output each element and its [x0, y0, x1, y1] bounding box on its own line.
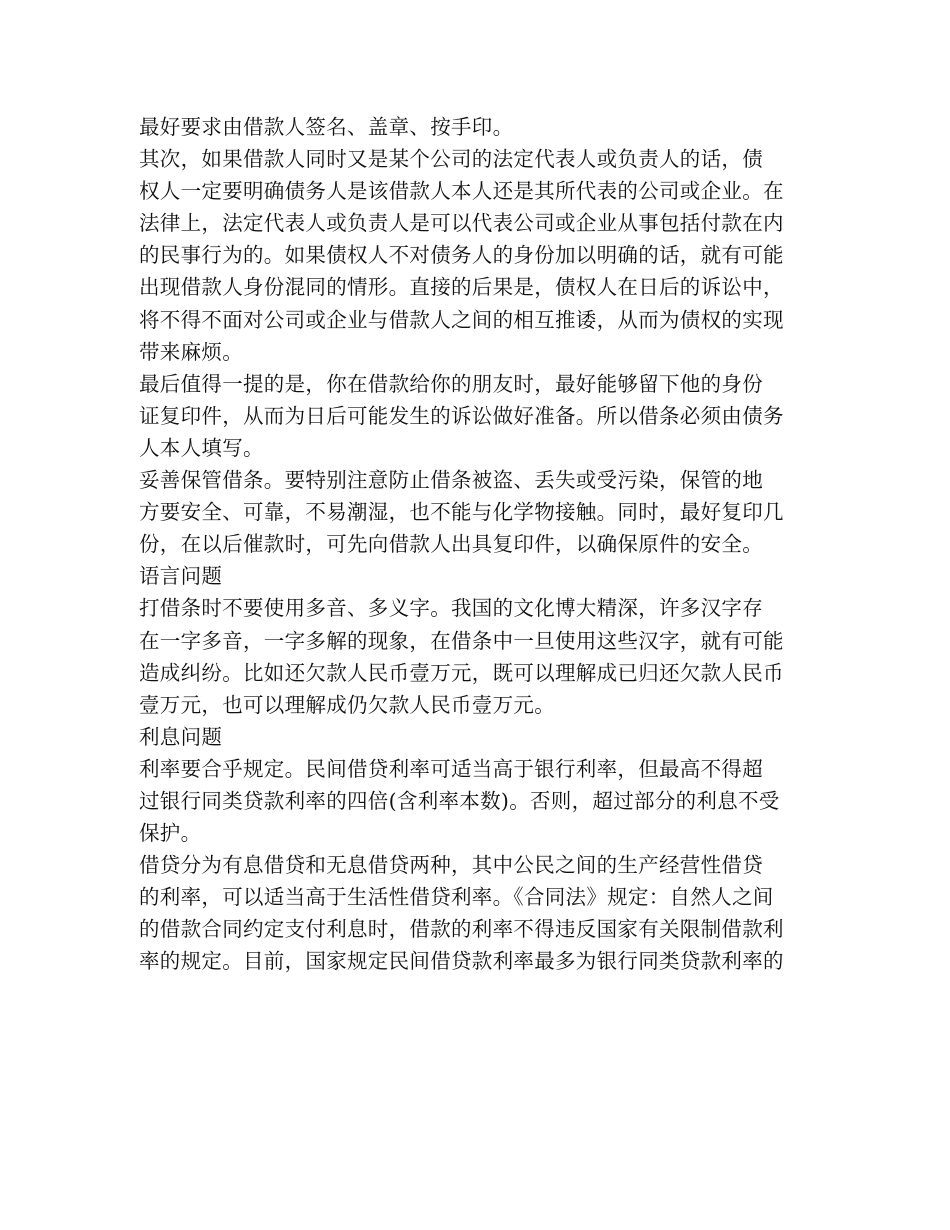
text-line: 方要安全、可靠，不易潮湿，也不能与化学物接触。同时，最好复印几 — [139, 500, 784, 525]
text-line: 权人一定要明确债务人是该借款人本人还是其所代表的公司或企业。在 — [139, 179, 784, 204]
text-line: 将不得不面对公司或企业与借款人之间的相互推诿，从而为债权的实现 — [139, 307, 784, 332]
text-line: 份，在以后催款时，可先向借款人出具复印件，以确保原件的安全。 — [139, 532, 763, 557]
text-line: 出现借款人身份混同的情形。直接的后果是，债权人在日后的诉讼中， — [139, 275, 784, 300]
text-line: 带来麻烦。 — [139, 339, 243, 364]
text-line: 人本人填写。 — [139, 435, 264, 460]
text-line: 最后值得一提的是，你在借款给你的朋友时，最好能够留下他的身份 — [139, 371, 763, 396]
text-line: 造成纠纷。比如还欠款人民币壹万元，既可以理解成已归还欠款人民币 — [139, 660, 784, 685]
section-heading: 语言问题 — [139, 564, 223, 589]
text-line: 过银行同类贷款利率的四倍(含利率本数)。否则，超过部分的利息不受 — [139, 788, 780, 813]
text-line: 其次，如果借款人同时又是某个公司的法定代表人或负责人的话，债 — [139, 147, 763, 172]
text-line: 最好要求由借款人签名、盖章、按手印。 — [139, 115, 514, 139]
text-line: 妥善保管借条。要特别注意防止借条被盗、丢失或受污染，保管的地 — [139, 468, 763, 493]
text-line: 证复印件，从而为日后可能发生的诉讼做好准备。所以借条必须由债务 — [139, 403, 784, 428]
text-line: 的借款合同约定支付利息时，借款的利率不得违反国家有关限制借款利 — [139, 917, 784, 942]
text-line: 打借条时不要使用多音、多义字。我国的文化博大精深，许多汉字存 — [139, 596, 763, 621]
text-line: 的利率，可以适当高于生活性借贷利率。《合同法》规定：自然人之间 — [139, 885, 774, 910]
text-line: 率的规定。目前，国家规定民间借贷款利率最多为银行同类贷款利率的 — [139, 949, 784, 974]
text-line: 利率要合乎规定。民间借贷利率可适当高于银行利率，但最高不得超 — [139, 756, 763, 781]
section-heading: 利息问题 — [139, 724, 223, 749]
text-line: 保护。 — [139, 821, 202, 846]
text-line: 壹万元，也可以理解成仍欠款人民币壹万元。 — [139, 692, 555, 717]
text-line: 法律上，法定代表人或负责人是可以代表公司或企业从事包括付款在内 — [139, 211, 784, 236]
text-line: 借贷分为有息借贷和无息借贷两种，其中公民之间的生产经营性借贷 — [139, 853, 763, 878]
document-text — [139, 111, 819, 978]
text-line: 在一字多音，一字多解的现象，在借条中一旦使用这些汉字，就有可能 — [139, 628, 784, 653]
text-line: 的民事行为的。如果债权人不对债务人的身份加以明确的话，就有可能 — [139, 243, 784, 268]
